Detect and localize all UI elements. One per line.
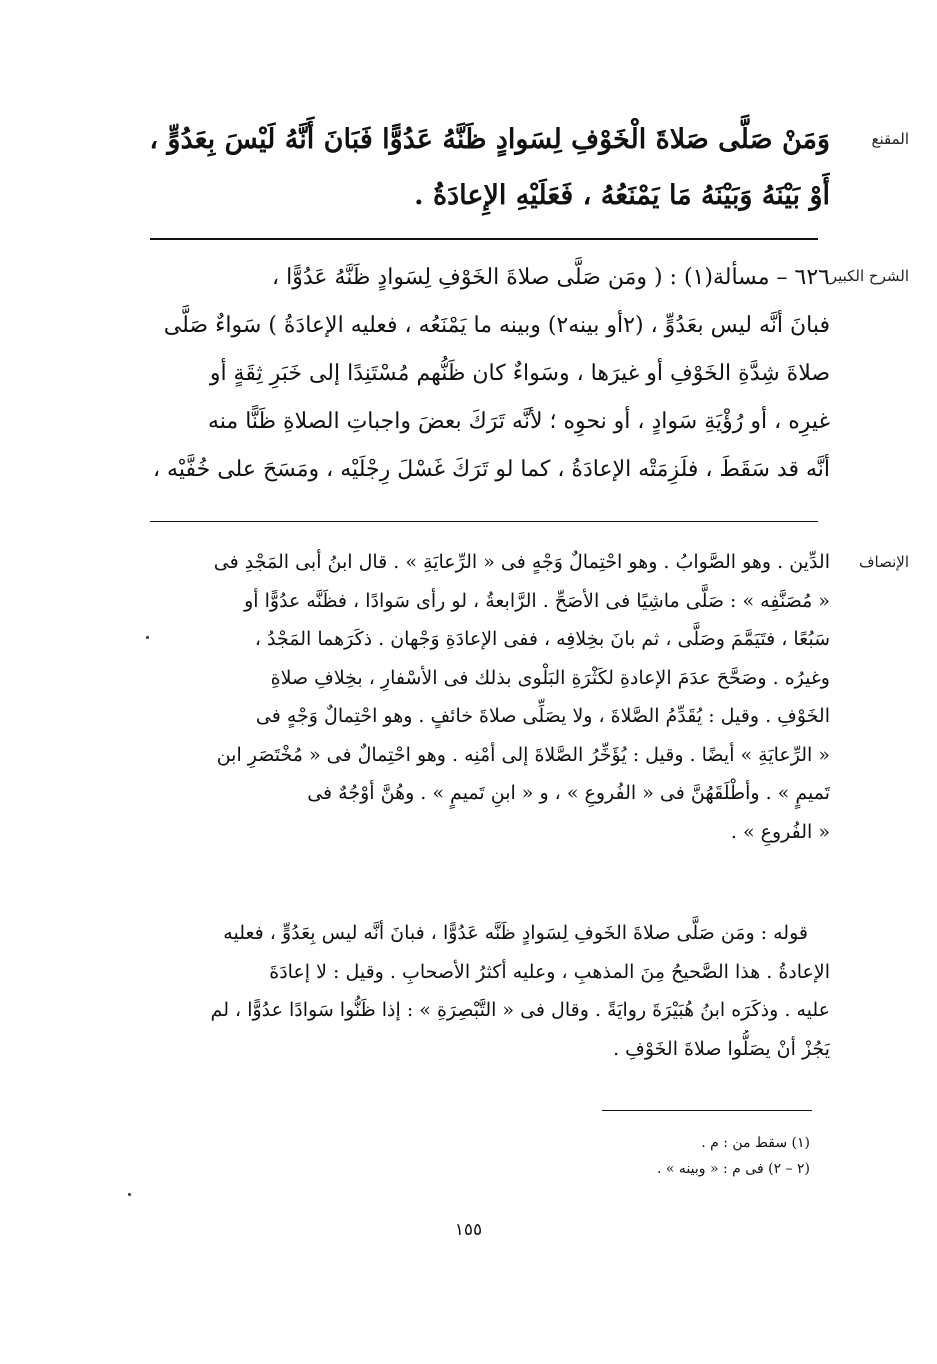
qawl-text xyxy=(140,914,830,1068)
scan-speck xyxy=(128,1193,131,1196)
text-line: أنَّه قد سَقَطَ ، فلَزِمَتْه الإعادَةُ ، كما لو تَرَكَ غَسْلَ رِجْلَيْه ، ومَسَحَ على خُفَّيْه ، xyxy=(152,457,830,482)
page-number: ١٥٥ xyxy=(454,1220,483,1240)
section-label-insaf: الإنصاف xyxy=(858,553,909,571)
sharh-text xyxy=(140,254,830,494)
text-line: صلاةَ شِدَّةِ الخَوْفِ أو غيرَها ، وسَواءٌ كان ظَنُّهم مُسْتَنِدًا إلى خَبَرِ ثِقَةٍ أو xyxy=(209,361,830,386)
text-line: سَبُعًا ، فتَيَمَّمَ وصَلَّى ، ثم بانَ بخِلافِه ، ففى الإعادَةِ وَجْهان . ذكَرَهما المَجْدُ ، xyxy=(254,628,830,650)
text-line: أَوْ بَيْنَهُ وَبَيْنَهُ مَا يَمْنَعُهُ ، فَعَلَيْهِ الإِعادَةُ . xyxy=(414,180,830,211)
footnote-item: (٢ – ٢) فى م : « وبينه » . xyxy=(657,1161,810,1177)
text-line: وغيرُه . وصَحَّحَ عدَمَ الإعادةِ لكَثْرَةِ البَلْوى بذلك فى الأسْفارِ ، بخِلافِ صلاةِ xyxy=(270,666,830,689)
section-divider xyxy=(150,238,818,240)
text-line: عليه . وذكَرَه ابنُ هُبَيْرَةَ روايَةً . وقال فى « التَّبْصِرَةِ » : إذا ظَنُّوا سَوادًا عدُوًّا ، لم xyxy=(210,999,830,1021)
section-label-sharh: الشرح الكبير xyxy=(829,267,909,285)
section-divider xyxy=(150,521,818,522)
text-line: غيرِه ، أو رُؤْيَةِ سَوادٍ ، أو نحوِه ؛ لأنَّه تَرَكَ بعضَ واجباتِ الصلاةِ ظَنًّا منه xyxy=(207,409,830,434)
text-line: « مُصَنَّفِه » : صَلَّى ماشِيًا فى الأصَحِّ . الرَّابعةُ ، لو رأى سَوادًا ، فظَنَّه عدُوًّا أو xyxy=(244,589,830,612)
text-line: « الفُروعِ » . xyxy=(730,820,830,843)
footnote-divider xyxy=(602,1110,812,1111)
text-line: فبانَ أنَّه ليس بعَدُوٍّ ، (٢أو بينه٢) وبينه ما يَمْنَعُه ، فعليه الإعادَةُ ) سَواءٌ صَلَّى xyxy=(163,313,830,338)
footnotes xyxy=(400,1130,810,1182)
text-line: الإعادةُ . هذا الصَّحيحُ مِنَ المذهبِ ، وعليه أكثرُ الأصحابِ . وقيل : لا إعادَةَ xyxy=(269,960,830,983)
text-line: ٦٢٦ – مسألة(١) : ( ومَن صَلَّى صلاةَ الخَوْفِ لِسَوادٍ ظَنَّهُ عَدُوًّا ، xyxy=(271,265,830,290)
text-line: الدِّين . وهو الصَّوابُ . وهو احْتِمالٌ وَجْهٍ فى « الرِّعايَةِ » . قال ابنُ أبى المَجْدِ فى xyxy=(213,551,830,573)
text-line: « الرِّعايَةِ » أيضًا . وقيل : يُؤَخِّرُ الصَّلاةَ إلى أمْنِه . وهو احْتِمالٌ فى « مُخْتَصَرِ ابن xyxy=(216,743,830,766)
text-line: يَجُزْ أنْ يصَلُّوا صلاةَ الخَوْفِ . xyxy=(613,1037,830,1060)
scan-speck xyxy=(146,636,149,639)
mugni-text xyxy=(140,112,830,224)
text-line: تَميمٍ » . وأطْلَقَهُنَّ فى « الفُروعِ » ، و « ابنِ تَميمٍ » . وهُنَّ أوْجُهٌ فى xyxy=(307,782,830,804)
insaf-text xyxy=(140,543,830,851)
text-line: قوله : ومَن صَلَّى صلاةَ الخَوفِ لِسَوادٍ ظَنَّه عَدُوًّا ، فبانَ أنَّه ليس بِعَدُوٍّ ، فعليه xyxy=(223,922,808,944)
section-label-mugni: المقنع xyxy=(871,130,909,148)
text-line: الخَوْفِ . وقيل : يُقَدِّمُ الصَّلاةَ ، ولا يصَلِّى صلاةَ خائفٍ . وهو احْتِمالٌ وَجْهٍ فى xyxy=(255,705,830,727)
footnote-item: (١) سقط من : م . xyxy=(701,1135,810,1151)
text-line: وَمَنْ صَلَّى صَلاةَ الْخَوْفِ لِسَوادٍ ظَنَّهُ عَدُوًّا فَبَانَ أَنَّهُ لَيْسَ بِعَدُوٍّ ، xyxy=(149,124,830,155)
